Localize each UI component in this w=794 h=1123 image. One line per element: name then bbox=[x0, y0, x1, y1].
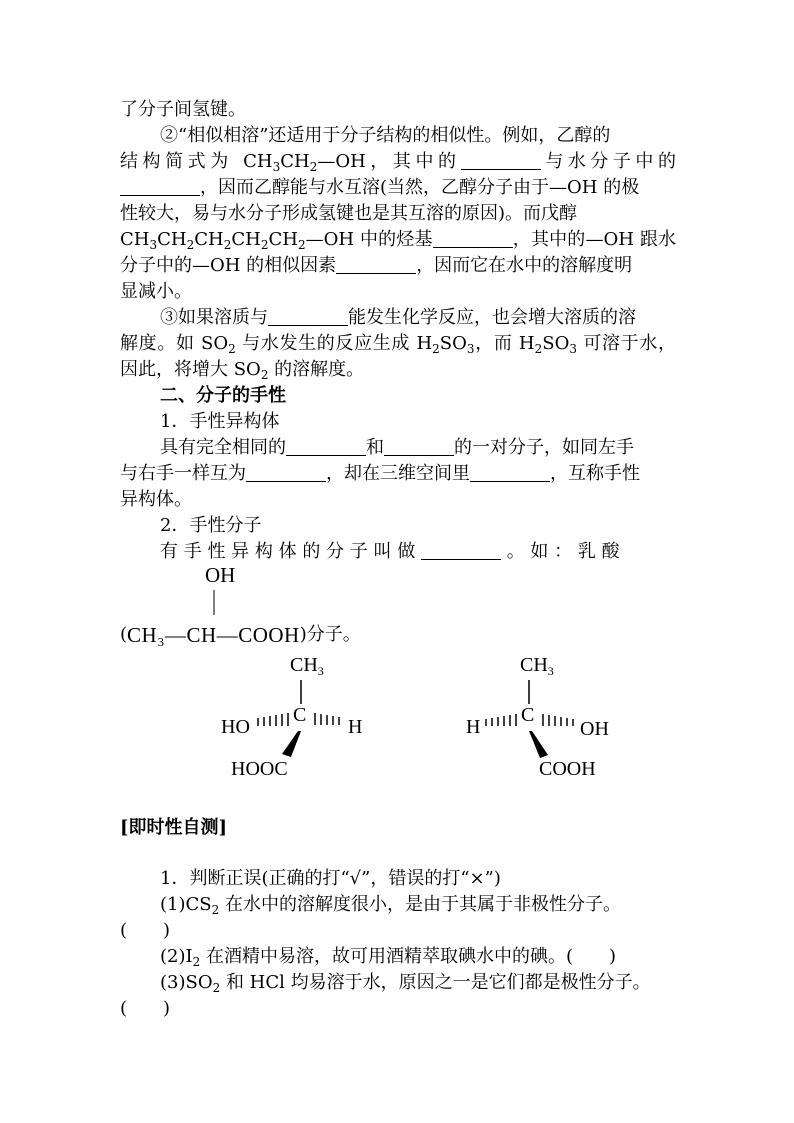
text-line: 因此，将增大 $SO_2$ 的溶解度。 bbox=[120, 359, 365, 382]
text-line: 了分子间氢键。 bbox=[120, 99, 246, 120]
right-oh-label: OH bbox=[580, 718, 609, 740]
subsection-heading: 1．手性异构体 bbox=[160, 411, 280, 432]
text-line: 结构简式为 $CH_3CH_2—OH$，其中的 与水分子中的 bbox=[120, 151, 676, 174]
text-line: 具有完全相同的 和 的一对分子，如同左手 bbox=[160, 437, 634, 458]
right-ch3-label: $CH_3$ bbox=[520, 654, 554, 678]
text-line: ②“相似相溶”还适用于分子结构的相似性。例如，乙醇的 bbox=[160, 125, 611, 146]
text-line: 解度。如 $SO_2$ 与水发生的反应生成 $H_2SO_3$，而 $H_2SO_3$ 可溶于水， bbox=[120, 333, 676, 356]
text-line: 性较大，易与水分子形成氢键也是其互溶的原因)。而戊醇 bbox=[120, 203, 578, 224]
left-ho-label: HO bbox=[221, 716, 250, 738]
answer-bracket[interactable]: ( ) bbox=[120, 998, 171, 1019]
text-line: 显减小。 bbox=[120, 281, 192, 302]
text-line: ，因而乙醇能与水互溶(当然，乙醇分子由于—OH 的极 bbox=[120, 175, 676, 201]
text-line: $CH_3CH_2CH_2CH_2CH_2—OH$ 中的烃基 ，其中的—OH 跟水 bbox=[120, 229, 676, 252]
question-item: $(3)SO_2$ 和 HCl 均易溶于水，原因之一是它们都是极性分子。 bbox=[160, 972, 651, 995]
left-wedge-bond bbox=[282, 731, 301, 757]
left-hashed-bond-ho bbox=[258, 713, 288, 726]
answer-bracket[interactable]: ( ) bbox=[120, 920, 171, 941]
text-line: ③如果溶质与 能发生化学反应，也会增大溶质的溶 bbox=[160, 307, 636, 328]
left-h-label: H bbox=[348, 716, 363, 738]
text-line: 有 手 性 异 构 体 的 分 子 叫 做 。 如 ： 乳 酸 bbox=[160, 541, 620, 562]
section-heading: 二、分子的手性 bbox=[160, 385, 286, 406]
question-item: $(2)I_2$ 在酒精中易溶，故可用酒精萃取碘水中的碘。( ) bbox=[160, 946, 617, 969]
right-hashed-bond-h bbox=[486, 714, 516, 726]
left-ch3-label: $CH_3$ bbox=[290, 654, 324, 678]
right-h-label: H bbox=[466, 716, 481, 738]
text-line: 异构体。 bbox=[120, 489, 192, 510]
left-hooc-label: HOOC bbox=[231, 758, 288, 780]
left-center-carbon: C bbox=[293, 704, 307, 726]
right-hashed-bond-oh bbox=[543, 714, 573, 726]
lactic-acid-formula: CH₃—CH—COOH bbox=[127, 623, 300, 647]
lactic-oh-label: OH bbox=[205, 563, 236, 587]
question-stem: 1．判断正误(正确的打“√”，错误的打“×”) bbox=[160, 868, 501, 889]
subsection-heading: 2．手性分子 bbox=[160, 515, 262, 536]
section-heading: [即时性自测] bbox=[120, 817, 228, 838]
question-item: $(1)CS_2$ 在水中的溶解度很小，是由于其属于非极性分子。 bbox=[160, 894, 621, 917]
left-hashed-bond-h bbox=[315, 713, 339, 725]
right-wedge-bond bbox=[529, 731, 548, 758]
text-line: 与右手一样互为 ，却在三维空间里 ，互称手性 bbox=[120, 463, 640, 484]
text-line: 分子中的—OH 的相似因素 ，因而它在水中的溶解度明 bbox=[120, 255, 633, 276]
right-cooh-label: COOH bbox=[539, 758, 596, 780]
lactic-formula-line: (CH₃—CH—COOH)分子。 bbox=[120, 623, 361, 647]
right-center-carbon: C bbox=[521, 704, 535, 726]
